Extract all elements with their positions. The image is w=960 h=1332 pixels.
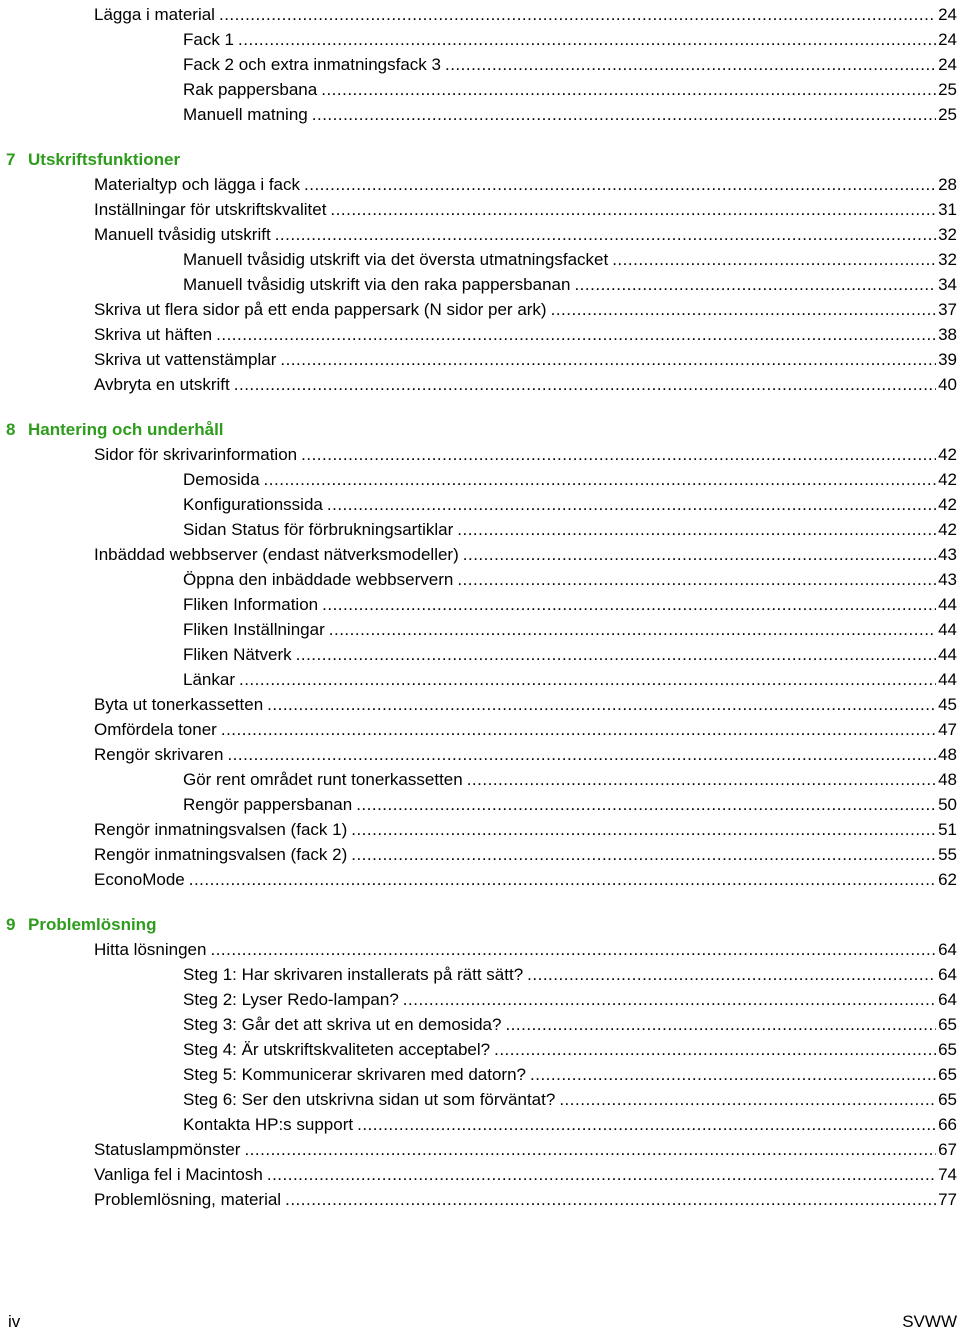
toc-entry-page: 42	[938, 445, 957, 464]
toc-entry-label: Steg 1: Har skrivaren installerats på rätt sätt?	[183, 965, 524, 984]
toc-entry-label: Statuslampmönster	[94, 1140, 241, 1159]
toc-entry-label: Steg 2: Lyser Redo-lampan?	[183, 990, 399, 1009]
dot-leader	[559, 1090, 936, 1110]
dot-leader	[551, 300, 936, 320]
toc-entry[interactable]	[0, 865, 960, 890]
toc-entry-page: 39	[938, 350, 957, 369]
toc-entry-label: Byta ut tonerkassetten	[94, 695, 264, 714]
toc-entry[interactable]	[0, 960, 960, 985]
dot-leader	[463, 545, 936, 565]
dot-leader	[329, 620, 936, 640]
toc-entry-label: Skriva ut flera sidor på ett enda pappersark (N sidor per ark)	[94, 300, 547, 319]
dot-leader	[612, 250, 936, 270]
toc-entry-page: 25	[938, 80, 957, 99]
toc-entry-page: 65	[938, 1090, 957, 1109]
toc-entry-page: 40	[938, 375, 957, 394]
toc-entry[interactable]	[0, 590, 960, 615]
toc-entry-page: 32	[938, 225, 957, 244]
dot-leader	[574, 275, 936, 295]
toc-entry[interactable]	[0, 515, 960, 540]
toc-entry-page: 32	[938, 250, 957, 269]
dot-leader	[244, 1140, 936, 1160]
toc-entry[interactable]	[0, 295, 960, 320]
toc-entry-label: Steg 5: Kommunicerar skrivaren med datorn?	[183, 1065, 526, 1084]
toc-entry[interactable]	[0, 170, 960, 195]
toc-entry[interactable]	[0, 440, 960, 465]
toc-entry-page: 50	[938, 795, 957, 814]
toc-entry-label: Länkar	[183, 670, 235, 689]
toc-entry-page: 31	[938, 200, 957, 219]
toc-entry-label: Skriva ut vattenstämplar	[94, 350, 277, 369]
footer-page-number: iv	[8, 1312, 21, 1331]
toc-entry-page: 42	[938, 495, 957, 514]
dot-leader	[445, 55, 936, 75]
toc-entry[interactable]	[0, 245, 960, 270]
toc-entry[interactable]	[0, 1010, 960, 1035]
toc-entry[interactable]	[0, 220, 960, 245]
toc-entry-label: Inställningar för utskriftskvalitet	[94, 200, 327, 219]
dot-leader	[296, 645, 936, 665]
dot-leader	[219, 5, 936, 25]
toc-entry-label: Avbryta en utskrift	[94, 375, 230, 394]
toc-entry-label: Rak pappersbana	[183, 80, 318, 99]
toc-entry-label: Manuell tvåsidig utskrift via det översta utmatningsfacket	[183, 250, 609, 269]
toc-entry-page: 62	[938, 870, 957, 889]
toc-entry-label: Materialtyp och lägga i fack	[94, 175, 300, 194]
dot-leader	[285, 1190, 936, 1210]
dot-leader	[275, 225, 936, 245]
toc-entry[interactable]	[0, 50, 960, 75]
dot-leader	[356, 795, 936, 815]
toc-entry[interactable]	[0, 690, 960, 715]
toc-entry-page: 28	[938, 175, 957, 194]
toc-entry-label: Gör rent området runt tonerkassetten	[183, 770, 463, 789]
chapter-heading[interactable]	[0, 415, 224, 440]
toc-entry[interactable]	[0, 1035, 960, 1060]
footer-code: SVWW	[902, 1312, 957, 1331]
toc-entry-page: 25	[938, 105, 957, 124]
toc-entry-page: 48	[938, 770, 957, 789]
toc-entry-label: Rengör inmatningsvalsen (fack 2)	[94, 845, 348, 864]
toc-entry-page: 42	[938, 470, 957, 489]
toc-entry[interactable]	[0, 465, 960, 490]
toc-entry-label: Steg 4: Är utskriftskvaliteten acceptabel?	[183, 1040, 491, 1059]
dot-leader	[189, 870, 936, 890]
toc-entry-page: 34	[938, 275, 957, 294]
toc-entry-label: Manuell matning	[183, 105, 308, 124]
toc-entry-label: Skriva ut häften	[94, 325, 213, 344]
dot-leader	[457, 570, 936, 590]
chapter-title: Hantering och underhåll	[28, 420, 224, 439]
toc-entry-page: 74	[938, 1165, 957, 1184]
toc-entry-page: 44	[938, 595, 957, 614]
dot-leader	[321, 80, 936, 100]
toc-entry-page: 66	[938, 1115, 957, 1134]
dot-leader	[234, 375, 936, 395]
toc-entry-page: 64	[938, 940, 957, 959]
toc-entry-label: Manuell tvåsidig utskrift	[94, 225, 271, 244]
toc-entry-page: 43	[938, 545, 957, 564]
toc-entry[interactable]	[0, 715, 960, 740]
toc-entry[interactable]	[0, 1060, 960, 1085]
toc-entry-label: Sidor för skrivarinformation	[94, 445, 298, 464]
toc-entry-page: 51	[938, 820, 957, 839]
toc-entry-page: 24	[938, 30, 957, 49]
toc-entry-label: Demosida	[183, 470, 260, 489]
toc-entry[interactable]	[0, 490, 960, 515]
toc-entry[interactable]	[0, 1110, 960, 1135]
toc-entry-label: Problemlösning, material	[94, 1190, 282, 1209]
dot-leader	[267, 1165, 936, 1185]
toc-entry-page: 64	[938, 990, 957, 1009]
chapter-number: 8	[6, 420, 16, 439]
toc-entry[interactable]	[0, 740, 960, 765]
toc-entry-label: Rengör pappersbanan	[183, 795, 353, 814]
chapter-title: Problemlösning	[28, 915, 157, 934]
toc-entry-page: 37	[938, 300, 957, 319]
toc-entry-label: Vanliga fel i Macintosh	[94, 1165, 263, 1184]
toc-entry[interactable]	[0, 815, 960, 840]
toc-entry-label: Lägga i material	[94, 5, 215, 24]
toc-entry[interactable]	[0, 345, 960, 370]
toc-entry[interactable]	[0, 75, 960, 100]
dot-leader	[467, 770, 936, 790]
toc-entry-page: 24	[938, 5, 957, 24]
toc-entry[interactable]	[0, 100, 960, 125]
toc-entry-page: 44	[938, 645, 957, 664]
dot-leader	[330, 200, 936, 220]
toc-entry-page: 44	[938, 620, 957, 639]
dot-leader	[227, 745, 936, 765]
toc-entry-page: 65	[938, 1040, 957, 1059]
toc-entry[interactable]	[0, 765, 960, 790]
toc-entry-label: Fack 2 och extra inmatningsfack 3	[183, 55, 441, 74]
toc-entry-page: 42	[938, 520, 957, 539]
dot-leader	[312, 105, 936, 125]
toc-entry-page: 55	[938, 845, 957, 864]
toc-entry[interactable]	[0, 565, 960, 590]
toc-entry-label: Sidan Status för förbrukningsartiklar	[183, 520, 454, 539]
toc-entry-label: Fliken Inställningar	[183, 620, 325, 639]
dot-leader	[351, 820, 936, 840]
dot-leader	[327, 495, 936, 515]
toc-entry-page: 64	[938, 965, 957, 984]
toc-entry-label: Rengör inmatningsvalsen (fack 1)	[94, 820, 348, 839]
dot-leader	[403, 990, 936, 1010]
toc-entry-page: 65	[938, 1015, 957, 1034]
dot-leader	[280, 350, 936, 370]
dot-leader	[530, 1065, 936, 1085]
dot-leader	[351, 845, 936, 865]
chapter-number: 7	[6, 150, 16, 169]
toc-entry[interactable]	[0, 1085, 960, 1110]
toc-entry-page: 77	[938, 1190, 957, 1209]
toc-entry-page: 47	[938, 720, 957, 739]
toc-entry-page: 43	[938, 570, 957, 589]
toc-entry[interactable]	[0, 615, 960, 640]
toc-entry-page: 67	[938, 1140, 957, 1159]
chapter-heading[interactable]	[0, 145, 180, 170]
toc-entry-page: 65	[938, 1065, 957, 1084]
toc-entry-label: Omfördela toner	[94, 720, 217, 739]
dot-leader	[238, 30, 936, 50]
toc-entry[interactable]	[0, 935, 960, 960]
dot-leader	[527, 965, 936, 985]
toc-entry[interactable]	[0, 270, 960, 295]
toc-entry-label: Öppna den inbäddade webbservern	[183, 570, 454, 589]
dot-leader	[494, 1040, 936, 1060]
dot-leader	[210, 940, 936, 960]
toc-entry[interactable]	[0, 540, 960, 565]
toc-entry-page: 45	[938, 695, 957, 714]
toc-entry[interactable]	[0, 665, 960, 690]
toc-entry-label: Fliken Information	[183, 595, 319, 614]
toc-entry[interactable]	[0, 320, 960, 345]
toc-entry[interactable]	[0, 1160, 960, 1185]
toc-entry[interactable]	[0, 0, 960, 25]
toc-entry-label: Fack 1	[183, 30, 235, 49]
toc-entry-page: 48	[938, 745, 957, 764]
dot-leader	[239, 670, 936, 690]
dot-leader	[505, 1015, 936, 1035]
toc-entry-page: 44	[938, 670, 957, 689]
dot-leader	[221, 720, 936, 740]
toc-entry-label: Kontakta HP:s support	[183, 1115, 354, 1134]
toc-entry[interactable]	[0, 370, 960, 395]
dot-leader	[264, 470, 937, 490]
toc-entry-label: Hitta lösningen	[94, 940, 207, 959]
chapter-heading[interactable]	[0, 910, 156, 935]
toc-entry-label: Manuell tvåsidig utskrift via den raka pappersbanan	[183, 275, 571, 294]
toc-entry-page: 24	[938, 55, 957, 74]
toc-entry[interactable]	[0, 25, 960, 50]
toc-entry[interactable]	[0, 1135, 960, 1160]
dot-leader	[301, 445, 936, 465]
toc-entry-label: Steg 6: Ser den utskrivna sidan ut som förväntat?	[183, 1090, 556, 1109]
dot-leader	[322, 595, 936, 615]
dot-leader	[357, 1115, 936, 1135]
toc-entry[interactable]	[0, 195, 960, 220]
dot-leader	[267, 695, 936, 715]
toc-entry[interactable]	[0, 1185, 960, 1210]
dot-leader	[304, 175, 936, 195]
toc-entry[interactable]	[0, 840, 960, 865]
toc-entry[interactable]	[0, 640, 960, 665]
toc-entry-label: Konfigurationssida	[183, 495, 323, 514]
toc-entry-label: Fliken Nätverk	[183, 645, 292, 664]
toc-entry[interactable]	[0, 790, 960, 815]
toc-entry-label: EconoMode	[94, 870, 185, 889]
toc-entry-label: Rengör skrivaren	[94, 745, 224, 764]
dot-leader	[216, 325, 936, 345]
toc-entry-label: Steg 3: Går det att skriva ut en demosida?	[183, 1015, 502, 1034]
toc-entry[interactable]	[0, 985, 960, 1010]
chapter-number: 9	[6, 915, 16, 934]
toc-entry-label: Inbäddad webbserver (endast nätverksmodeller)	[94, 545, 459, 564]
chapter-title: Utskriftsfunktioner	[28, 150, 181, 169]
toc-entry-page: 38	[938, 325, 957, 344]
dot-leader	[457, 520, 936, 540]
